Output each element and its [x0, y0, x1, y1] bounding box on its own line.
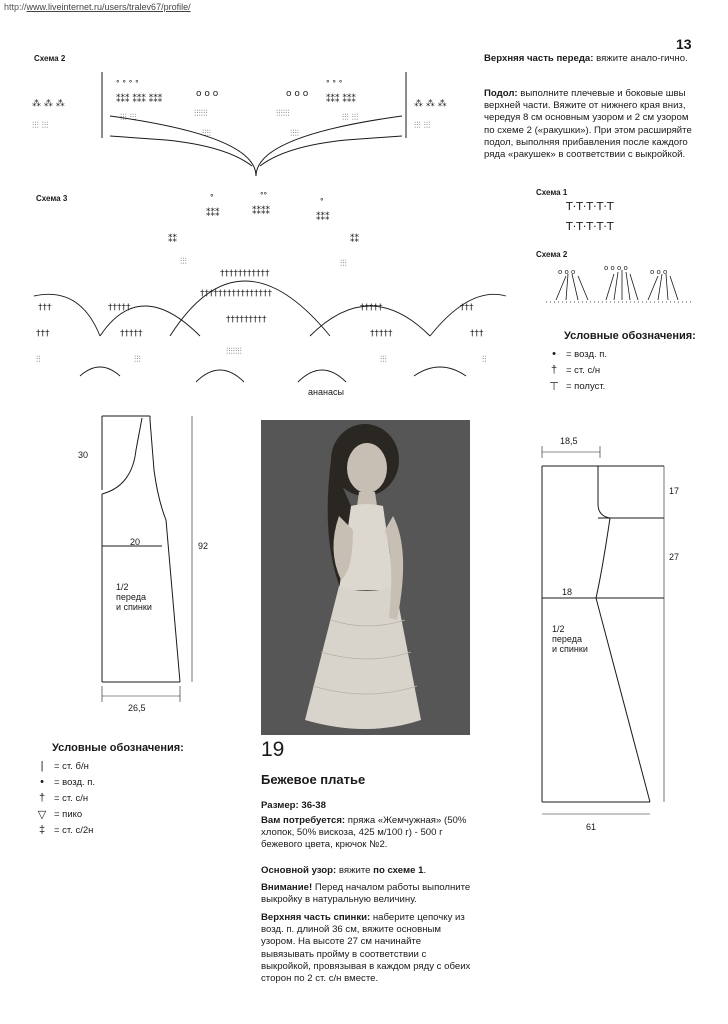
svg-text:†††: †††	[38, 303, 52, 313]
page-number: 13	[676, 36, 692, 52]
pineapples-label: ананасы	[308, 387, 344, 397]
article-size: Размер: 36-38	[261, 800, 326, 811]
svg-text:†††††††††††: †††††††††††	[220, 269, 270, 279]
legend-left-item: ▽ = пико	[34, 806, 95, 822]
attention-paragraph: Внимание! Перед началом работы выполните выкройку в натуральную величину.	[261, 882, 471, 906]
svg-text:⫶⫶⫶: ⫶⫶⫶	[340, 259, 347, 269]
top-front-paragraph: Верхняя часть переда: вяжите анало-гично.	[484, 53, 688, 64]
svg-text:⁑⁑⁑ ⁑⁑⁑ ⁑⁑⁑: ⁑⁑⁑ ⁑⁑⁑ ⁑⁑⁑	[116, 95, 163, 105]
svg-text:†††††: †††††	[360, 303, 383, 313]
svg-text:⁂ ⁂ ⁂: ⁂ ⁂ ⁂	[414, 99, 447, 109]
svg-text:o o o: o o o	[650, 268, 668, 276]
dim-61: 61	[586, 822, 597, 832]
model-photo-illustration	[261, 420, 470, 735]
double-crochet-icon: †	[550, 364, 558, 376]
double-crochet-icon: †	[38, 792, 46, 804]
treble-crochet-icon: ‡	[38, 824, 46, 836]
materials-paragraph: Вам потребуется: пряжа «Жемчужная» (50% хлопок, 50% вискоза, 425 м/100 г) - 500 г бежевого цвета, крючок №2.	[261, 815, 467, 851]
svg-text:ᐤ ᐤ ᐤ: ᐤ ᐤ ᐤ	[326, 79, 343, 89]
dim-26-5: 26,5	[128, 703, 146, 713]
svg-text:†††: †††	[460, 303, 474, 313]
left-pattern-drawing	[70, 410, 260, 730]
hem-paragraph: Подол: выполните плечевые и боковые швы верхней части. Вяжите от нижнего края вниз, чередуя 8 см основным узором и 2 см узором по схеме 2 («ракушки»). При этом расширяйте подол, выполняя прибавления после каждого ряда «ракушек» в соответствии с выкройкой.	[484, 88, 692, 161]
svg-text:⁂ ⁂ ⁂: ⁂ ⁂ ⁂	[32, 99, 65, 109]
svg-text:o o o: o o o	[558, 268, 576, 276]
article-number: 19	[261, 738, 285, 761]
svg-text:ᐤ ᐤ ᐤ ᐤ: ᐤ ᐤ ᐤ ᐤ	[116, 79, 139, 89]
dim-30: 30	[78, 450, 89, 460]
back-paragraph: Верхняя часть спинки: наберите цепочку из возд. п. длиной 36 см, вяжите основным узором. На высоте 27 см начинайте вывязывать пройму в соответствии с выкройкой, провязывая в каждом ряду с обеих сторон по 2 ст. с/н вместе.	[261, 912, 471, 985]
dim-18: 18	[562, 587, 573, 597]
svg-text:†††††††††: †††††††††	[226, 315, 267, 325]
half-front-back-label-right: 1/2 переда и спинки	[552, 624, 588, 654]
svg-text:⫶⫶⫶⫶: ⫶⫶⫶⫶	[290, 129, 300, 139]
svg-text:††††††††††††††††: ††††††††††††††††	[200, 289, 272, 299]
scheme1-small-label: Схема 1	[536, 188, 568, 197]
legend-left	[34, 758, 95, 838]
legend-right-title: Условные обозначения:	[564, 330, 696, 342]
legend-left-item: • = возд. п.	[34, 774, 95, 790]
svg-text:o o o o: o o o o	[604, 264, 628, 272]
chain-stitch-icon: •	[552, 348, 556, 360]
legend-right-item: • = возд. п.	[546, 346, 607, 362]
svg-text:ᐤᐤ: ᐤᐤ	[260, 191, 268, 201]
svg-text:⫶⫶⫶: ⫶⫶⫶	[380, 355, 387, 365]
svg-text:⫶⫶⫶⫶⫶⫶⫶: ⫶⫶⫶⫶⫶⫶⫶	[226, 347, 242, 357]
legend-right-item: † = ст. с/н	[546, 362, 607, 378]
dim-20: 20	[130, 537, 141, 547]
legend-left-item: ‡ = ст. с/2н	[34, 822, 95, 838]
half-double-icon: ⊤	[549, 380, 559, 393]
svg-text:⁑⁑⁑ ⁑⁑⁑: ⁑⁑⁑ ⁑⁑⁑	[326, 95, 356, 105]
scheme2-label: Схема 2	[34, 54, 66, 63]
single-crochet-icon: |	[40, 760, 44, 772]
legend-right	[546, 346, 607, 394]
svg-text:⁑⁑⁑⁑: ⁑⁑⁑⁑	[252, 207, 270, 217]
scheme3-diagram	[30, 186, 510, 396]
svg-text:⫶⫶⫶ ⫶⫶⫶: ⫶⫶⫶ ⫶⫶⫶	[32, 121, 49, 131]
picot-icon: ▽	[37, 808, 47, 821]
chain-stitch-icon: •	[40, 776, 44, 788]
dim-92: 92	[198, 541, 209, 551]
svg-text:T·T·T·T·T: T·T·T·T·T	[566, 220, 614, 233]
svg-text:ᐤ: ᐤ	[210, 193, 214, 203]
svg-text:⁑⁑⁑: ⁑⁑⁑	[206, 209, 220, 219]
legend-left-title: Условные обозначения:	[52, 742, 184, 754]
svg-text:⫶⫶⫶ ⫶⫶⫶: ⫶⫶⫶ ⫶⫶⫶	[120, 113, 137, 123]
svg-text:†††: †††	[36, 329, 50, 339]
svg-text:⫶⫶: ⫶⫶	[36, 355, 41, 365]
scheme2-small-label: Схема 2	[536, 250, 568, 259]
svg-text:⫶⫶⫶⫶⫶⫶: ⫶⫶⫶⫶⫶⫶	[194, 109, 208, 119]
svg-text:⫶⫶⫶ ⫶⫶⫶: ⫶⫶⫶ ⫶⫶⫶	[414, 121, 431, 131]
svg-text:ᐤ: ᐤ	[320, 197, 324, 207]
source-url-link[interactable]: www.liveinternet.ru/users/tralev67/profile/	[26, 2, 191, 12]
svg-text:o o o: o o o	[286, 89, 309, 99]
svg-text:⫶⫶: ⫶⫶	[482, 355, 487, 365]
svg-text:⫶⫶⫶⫶: ⫶⫶⫶⫶	[202, 129, 212, 139]
svg-text:†††††: †††††	[120, 329, 143, 339]
dim-27: 27	[669, 552, 680, 562]
svg-text:T·T·T·T·T: T·T·T·T·T	[566, 200, 614, 213]
svg-text:⫶⫶⫶ ⫶⫶⫶: ⫶⫶⫶ ⫶⫶⫶	[342, 113, 359, 123]
dim-18-5: 18,5	[560, 436, 578, 446]
svg-text:⫶⫶⫶: ⫶⫶⫶	[180, 257, 187, 267]
svg-text:⁑⁑⁑: ⁑⁑⁑	[316, 213, 330, 223]
svg-text:†††††: †††††	[370, 329, 393, 339]
legend-left-item: | = ст. б/н	[34, 758, 95, 774]
scheme3-label: Схема 3	[36, 194, 68, 203]
svg-text:⫶⫶⫶⫶⫶⫶: ⫶⫶⫶⫶⫶⫶	[276, 109, 290, 119]
svg-text:⁑⁑: ⁑⁑	[350, 235, 359, 245]
article-title: Бежевое платье	[261, 772, 366, 787]
scheme2-small-diagram	[544, 262, 694, 308]
svg-text:o o o: o o o	[196, 89, 219, 99]
svg-text:†††: †††	[470, 329, 484, 339]
svg-text:⁑⁑: ⁑⁑	[168, 235, 177, 245]
half-front-back-label-left: 1/2 переда и спинки	[116, 582, 152, 612]
scheme2-diagram	[26, 66, 474, 178]
svg-text:⫶⫶⫶: ⫶⫶⫶	[134, 355, 141, 365]
model-photo	[261, 420, 470, 735]
main-pattern-paragraph: Основной узор: вяжите по схеме 1.	[261, 865, 427, 876]
source-url[interactable]: http://www.liveinternet.ru/users/tralev67/profile/	[4, 2, 191, 12]
dim-17: 17	[669, 486, 680, 496]
legend-right-item: ⊤ = полуст.	[546, 378, 607, 394]
scheme1-small-diagram	[566, 196, 656, 236]
legend-left-item: † = ст. с/н	[34, 790, 95, 806]
svg-text:†††††: †††††	[108, 303, 131, 313]
